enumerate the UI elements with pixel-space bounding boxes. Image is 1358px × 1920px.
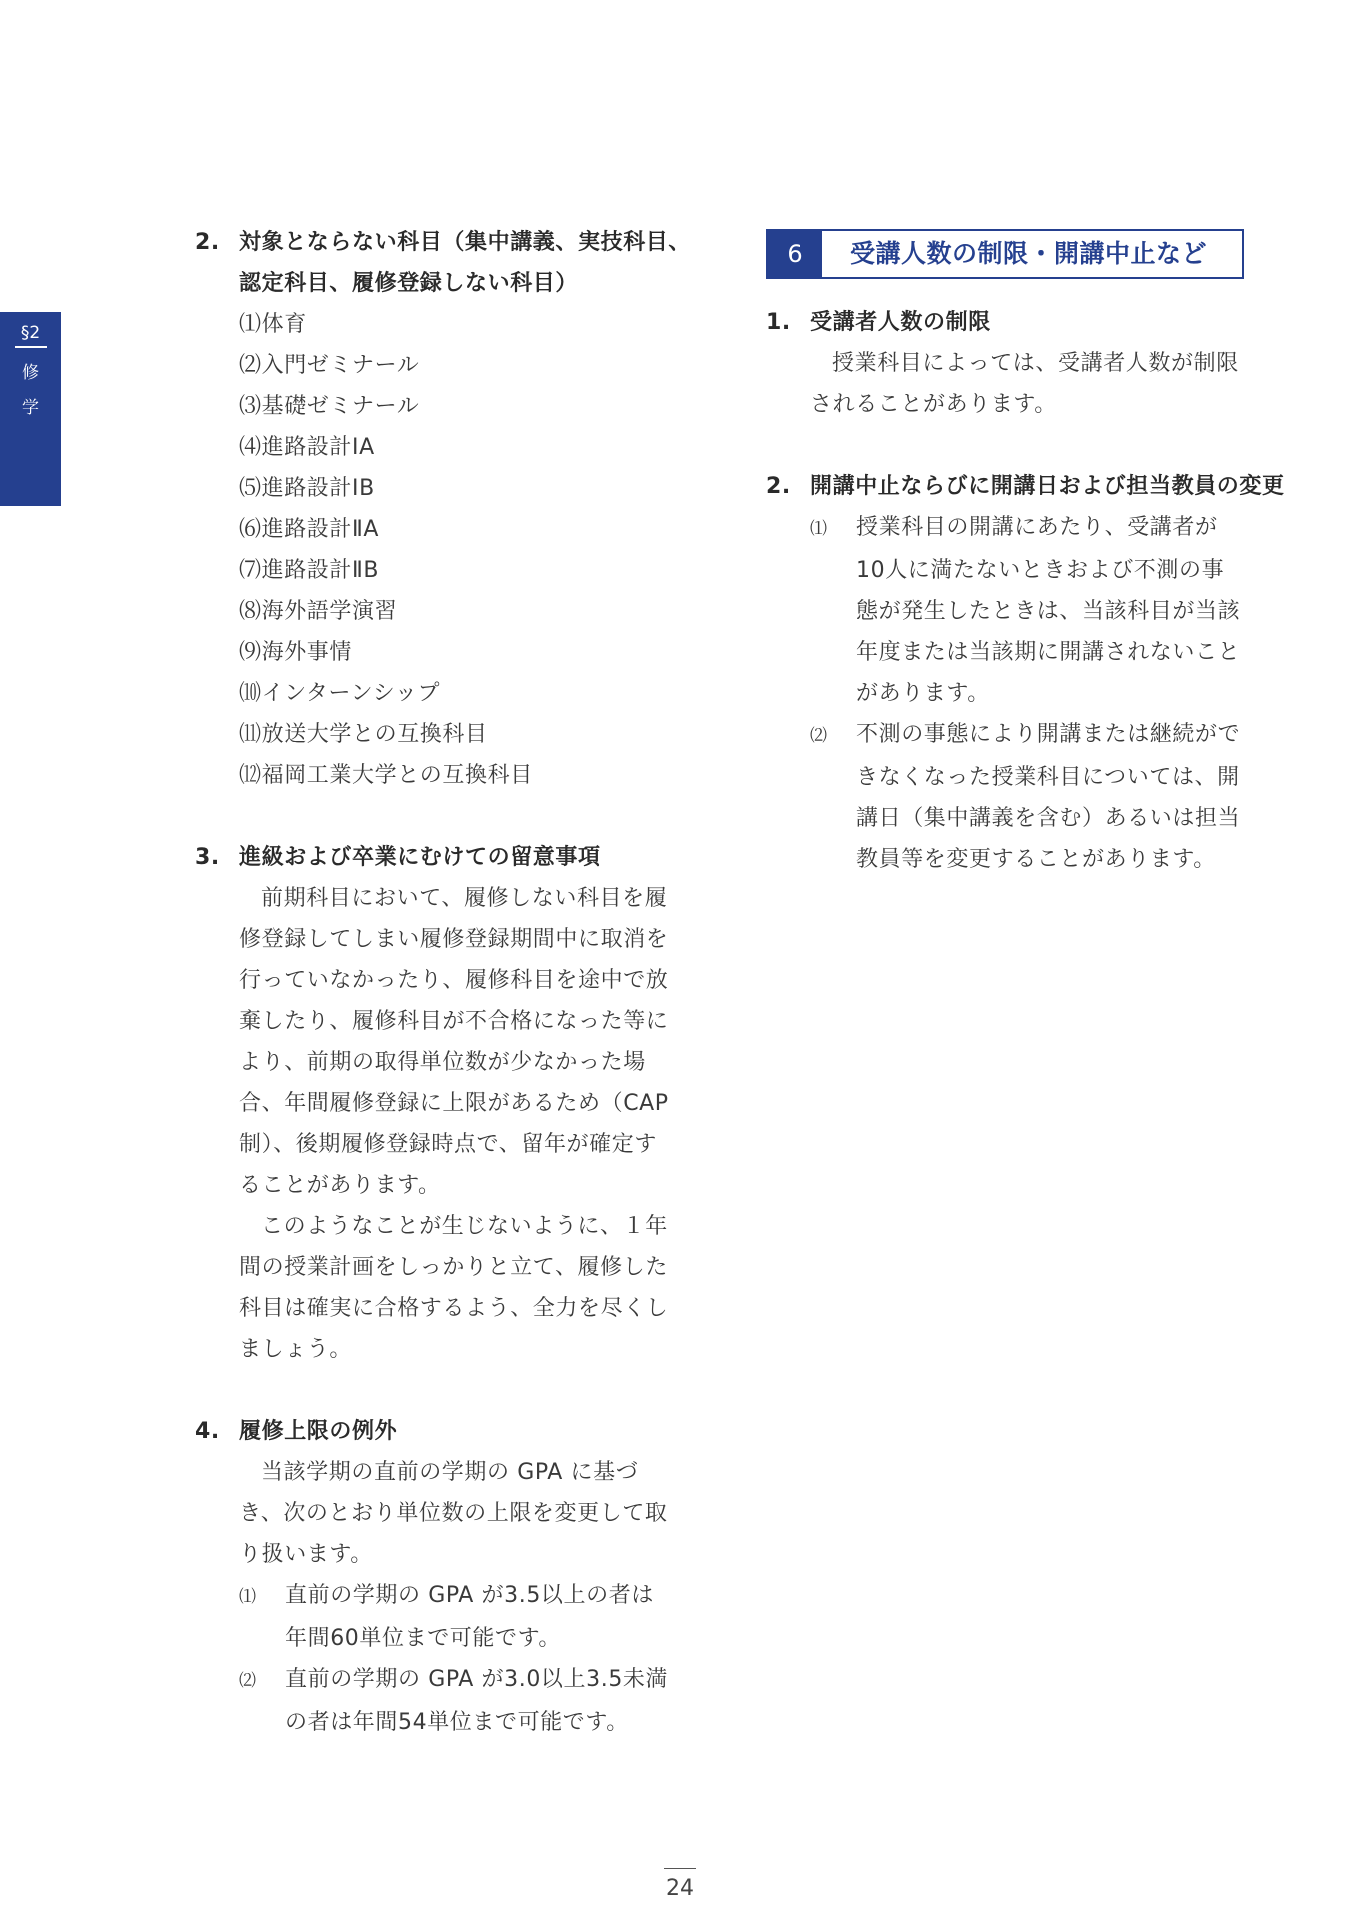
paragraph-line: 当該学期の直前の学期の GPA に基づ: [261, 1460, 639, 1485]
paragraph-line: されることがあります。: [810, 392, 1057, 417]
list-item: ⑷進路設計ⅠA: [239, 435, 375, 460]
heading-2-line-1: 2. 対象とならない科目（集中講義、実技科目、: [195, 222, 675, 263]
spacer: [766, 425, 1246, 466]
heading-4: 4. 履修上限の例外: [195, 1411, 675, 1452]
list-item: ⑵入門ゼミナール: [239, 353, 420, 378]
right-heading-1: 1. 受講者人数の制限: [766, 302, 1246, 343]
list-item: ⑽インターンシップ: [239, 681, 441, 706]
side-tab-section-number: §2: [20, 323, 41, 343]
spacer: [195, 1370, 675, 1411]
right-sub-item-2-line-1: ⑵ 不測の事態により開講または継続がで: [766, 714, 1246, 757]
paragraph-line: 制）、後期履修登録時点で、留年が確定す: [239, 1132, 657, 1157]
page-number-rule: [664, 1868, 696, 1869]
right-sub-item-line: 教員等を変更することがあります。: [856, 847, 1216, 872]
paragraph-line: 修登録してしまい履修登録期間中に取消を: [239, 927, 669, 952]
heading-4-number: 4.: [195, 1419, 220, 1444]
section-6-title: 受講人数の制限・開講中止など: [850, 239, 1208, 268]
right-column: [766, 302, 1285, 880]
right-heading-2: 2. 開講中止ならびに開講日および担当教員の変更: [766, 466, 1246, 507]
paragraph-line: 授業科目によっては、受講者人数が制限: [832, 351, 1239, 376]
list-item: ⑸進路設計ⅠB: [239, 476, 375, 501]
list-item: ⑿福岡工業大学との互換科目: [239, 763, 533, 788]
page-number: 24: [666, 1876, 694, 1901]
list-item: ⑻海外語学演習: [239, 599, 398, 624]
list-item: ⑼海外事情: [239, 640, 353, 665]
side-tab-char-2: 学: [22, 398, 39, 418]
paragraph-line: 科目は確実に合格するよう、全力を尽くし: [239, 1296, 669, 1321]
sub-item-marker: ⑵: [810, 726, 828, 746]
paragraph-line: き、次のとおり単位数の上限を変更して取: [239, 1501, 668, 1526]
section-6-header: [766, 229, 1244, 279]
right-sub-item-line: きなくなった授業科目については、開: [856, 765, 1240, 790]
heading-2-line-2: 認定科目、履修登録しない科目）: [239, 271, 579, 296]
sub-item-marker: ⑴: [810, 519, 828, 539]
section-6-number: 6: [768, 231, 822, 277]
heading-3: 3. 進級および卒業にむけての留意事項: [195, 837, 675, 878]
sub-item-1-line-2: 年間60単位まで可能です。: [285, 1626, 562, 1651]
heading-2-number: 2.: [195, 230, 220, 255]
paragraph-line: 行っていなかったり、履修科目を途中で放: [239, 968, 669, 993]
sub-item-2-line-2: の者は年間54単位まで可能です。: [285, 1710, 629, 1735]
sub-item-marker: ⑵: [239, 1671, 257, 1691]
sub-item-2-line-1: ⑵ 直前の学期の GPA が3.0以上3.5未満: [195, 1659, 675, 1702]
paragraph-line: このようなことが生じないように、１年: [261, 1214, 668, 1239]
sub-item-marker: ⑴: [239, 1587, 257, 1607]
sub-item-1-line-1: ⑴ 直前の学期の GPA が3.5以上の者は: [195, 1575, 675, 1618]
list-item: ⑾放送大学との互換科目: [239, 722, 488, 747]
side-tab-divider: [15, 346, 47, 348]
list-item: ⑶基礎ゼミナール: [239, 394, 420, 419]
right-sub-item-line: 10人に満たないときおよび不測の事: [856, 558, 1225, 583]
list-item: ⑺進路設計ⅡB: [239, 558, 380, 583]
paragraph-line: 間の授業計画をしっかりと立て、履修した: [239, 1255, 668, 1280]
right-sub-item-line: 年度または当該期に開講されないこと: [856, 640, 1241, 665]
paragraph-line: ることがあります。: [239, 1173, 441, 1198]
paragraph-line: より、前期の取得単位数が少なかった場: [239, 1050, 646, 1075]
section-side-tab: [0, 312, 61, 506]
left-column: [195, 222, 692, 1743]
right-sub-item-1-line-1: ⑴ 授業科目の開講にあたり、受講者が: [766, 507, 1246, 550]
list-item: ⑴体育: [239, 312, 307, 337]
right-sub-item-line: 態が発生したときは、当該科目が当該: [856, 599, 1241, 624]
paragraph-line: 前期科目において、履修しない科目を履: [261, 886, 668, 911]
right-sub-item-line: 講日（集中講義を含む）あるいは担当: [856, 806, 1241, 831]
paragraph-line: ましょう。: [239, 1337, 353, 1362]
right-heading-1-number: 1.: [766, 310, 791, 335]
right-heading-2-number: 2.: [766, 474, 791, 499]
right-sub-item-line: があります。: [856, 681, 990, 706]
side-tab-char-1: 修: [22, 363, 39, 383]
heading-3-number: 3.: [195, 845, 220, 870]
list-item: ⑹進路設計ⅡA: [239, 517, 380, 542]
paragraph-line: 合、年間履修登録に上限があるため（CAP: [239, 1091, 669, 1116]
paragraph-line: り扱います。: [239, 1542, 373, 1567]
paragraph-line: 棄したり、履修科目が不合格になった等に: [239, 1009, 669, 1034]
spacer: [195, 796, 675, 837]
